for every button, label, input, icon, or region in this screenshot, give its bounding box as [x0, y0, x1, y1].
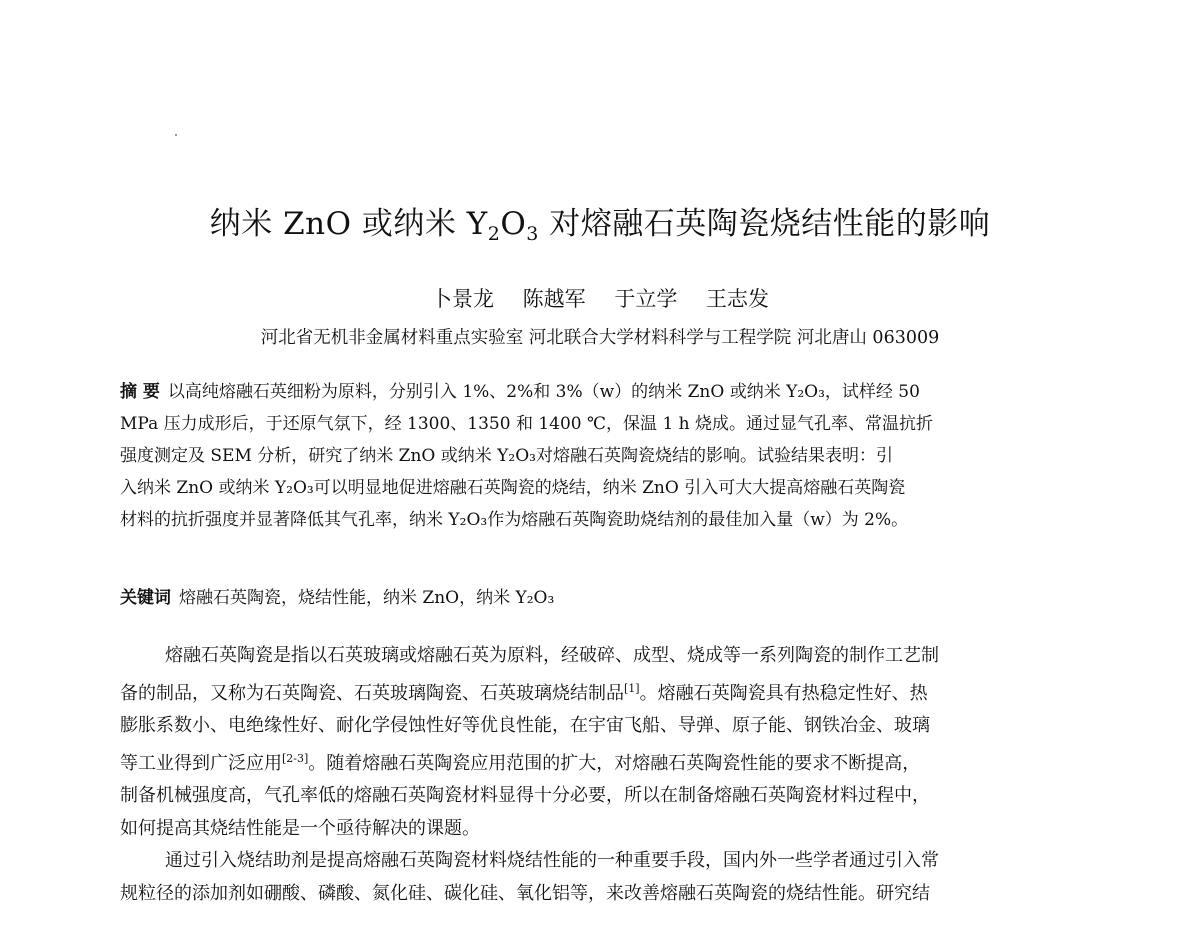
- affiliation: 河北省无机非金属材料重点实验室 河北联合大学材料科学与工程学院 河北唐山 063009: [260, 328, 940, 348]
- title-text-2: O: [500, 206, 527, 242]
- body-text-2a: 备的制品，又称为石英陶瓷、石英玻璃陶瓷、石英玻璃烧结制品: [120, 682, 624, 704]
- abstract-text-1: 以高纯熔融石英细粉为原料，分别引入 1%、2%和 3%（w）的纳米 ZnO 或纳米 Y₂O₃，试样经 50: [167, 382, 920, 402]
- scan-speck: [175, 134, 177, 136]
- body-line-3: 膨胀系数小、电绝缘性好、耐化学侵蚀性好等优良性能，在宇宙飞船、导弹、原子能、钢铁冶金、玻璃: [120, 715, 930, 736]
- author-3: 于立学: [614, 287, 678, 311]
- abstract: [120, 376, 1070, 536]
- abstract-line-5: 材料的抗折强度并显著降低其气孔率，纳米 Y₂O₃作为熔融石英陶瓷助烧结剂的最佳加入量（w）为 2%。: [120, 510, 909, 530]
- body-line-6: 如何提高其烧结性能是一个亟待解决的课题。: [120, 817, 480, 839]
- abstract-line-3: 强度测定及 SEM 分析，研究了纳米 ZnO 或纳米 Y₂O₃对熔融石英陶瓷烧结的影响。试验结果表明：引: [120, 446, 893, 466]
- title-subscript-2: 3: [526, 223, 539, 245]
- keywords-text: 熔融石英陶瓷，烧结性能，纳米 ZnO，纳米 Y₂O₃: [179, 588, 555, 608]
- body-text-4a: 等工业得到广泛应用: [120, 752, 282, 774]
- title-text-1: 纳米 ZnO 或纳米 Y: [209, 206, 488, 242]
- author-list: [0, 283, 1200, 313]
- citation-1: [1]: [624, 681, 640, 695]
- author-2: 陈越军: [522, 287, 586, 311]
- abstract-line-2: MPa 压力成形后，于还原气氛下，经 1300、1350 和 1400 ℃，保温 1 h 烧成。通过显气孔率、常温抗折: [120, 414, 934, 434]
- keywords-label: 关键词: [120, 588, 171, 608]
- body-line-2: [120, 673, 1072, 711]
- body-text: [120, 640, 1072, 910]
- author-1: 卜景龙: [430, 287, 494, 311]
- author-4: 王志发: [706, 287, 770, 311]
- paper-title: [0, 198, 1200, 245]
- body-line-5: 制备机械强度高，气孔率低的熔融石英陶瓷材料显得十分必要，所以在制备熔融石英陶瓷材料过程中，: [120, 785, 930, 806]
- title-text-3: 对熔融石英陶瓷烧结性能的影响: [538, 206, 991, 242]
- body-line-7: 通过引入烧结助剂是提高熔融石英陶瓷材料烧结性能的一种重要手段，国内外一些学者通过引入常: [165, 850, 939, 871]
- title-subscript-1: 2: [487, 223, 501, 245]
- abstract-label: 摘 要: [120, 382, 160, 402]
- keywords: [120, 583, 554, 608]
- citation-2-3: [2-3]: [282, 751, 309, 765]
- body-line-4: [120, 743, 1072, 781]
- body-text-4b: 。随着熔融石英陶瓷应用范围的扩大，对熔融石英陶瓷性能的要求不断提高，: [308, 752, 921, 774]
- body-line-1: 熔融石英陶瓷是指以石英玻璃或熔融石英为原料，经破碎、成型、烧成等一系列陶瓷的制作工艺制: [165, 645, 939, 666]
- body-text-2b: 。熔融石英陶瓷具有热稳定性好、热: [639, 682, 928, 704]
- body-line-8: 规粒径的添加剂如硼酸、磷酸、氮化硅、碳化硅、氧化铝等，来改善熔融石英陶瓷的烧结性能。研究结: [120, 882, 930, 904]
- abstract-line-4: 入纳米 ZnO 或纳米 Y₂O₃可以明显地促进熔融石英陶瓷的烧结，纳米 ZnO 引入可大大提高熔融石英陶瓷: [120, 478, 906, 498]
- abstract-line-1: [120, 376, 1070, 408]
